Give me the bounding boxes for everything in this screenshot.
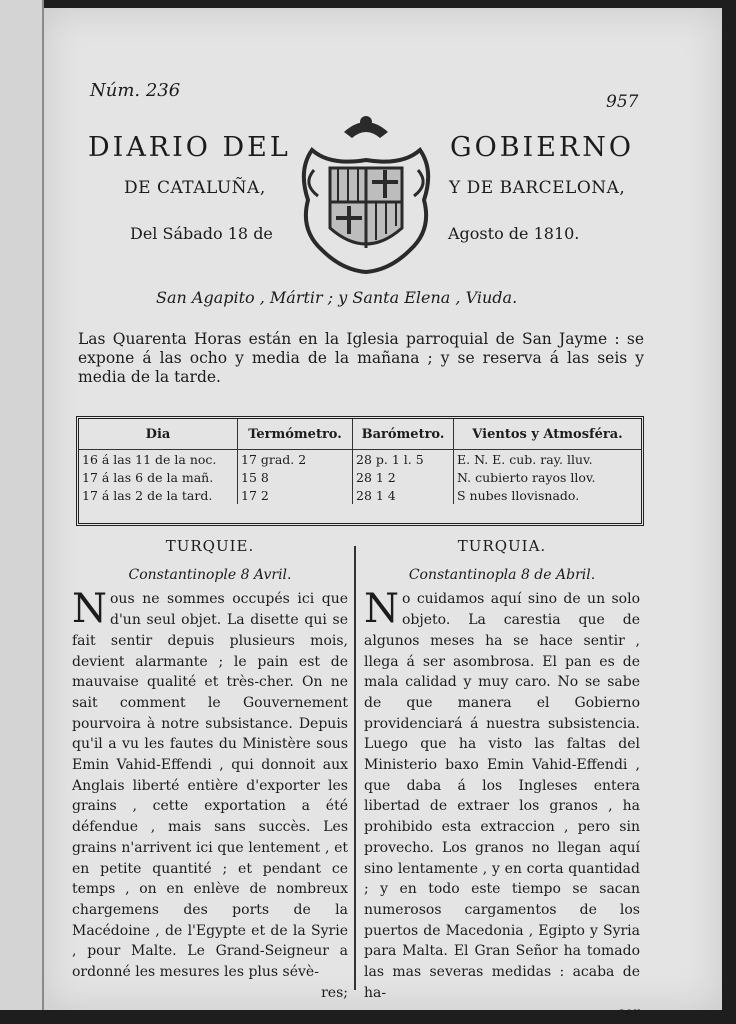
french-catchword: res; (321, 984, 348, 1001)
weather-row (79, 450, 641, 469)
masthead-subtitle-right: Y DE BARCELONA, (449, 178, 626, 198)
french-heading: TURQUIE. (165, 537, 255, 555)
french-drop-cap: N (72, 586, 107, 633)
weather-cell: 17 á las 2 de la tard. (79, 486, 238, 504)
weather-cell: 28 p. 1 l. 5 (353, 450, 454, 469)
weather-row (79, 486, 641, 504)
weather-cell: 15 8 (238, 468, 353, 486)
spanish-heading: TURQUIA. (457, 537, 547, 555)
weather-cell: E. N. E. cub. ray. lluv. (457, 451, 593, 467)
weather-header-barometer: Barómetro. (353, 419, 454, 450)
page-number: 957 (606, 92, 639, 112)
spanish-catchword: cer (617, 1005, 640, 1022)
weather-cell: 17 2 (238, 486, 353, 504)
french-dateline: Constantinople 8 Avril. (128, 566, 292, 583)
issue-number: Núm. 236 (90, 80, 181, 101)
weather-row (79, 468, 641, 486)
newspaper-page (44, 8, 722, 1022)
weather-cell: N. cubierto rayos llov. (457, 469, 596, 485)
date-line-right: Agosto de 1810. (448, 224, 580, 243)
masthead-title-left: DIARIO DEL (88, 132, 291, 163)
forty-hours-notice: Las Quarenta Horas están en la Iglesia parroquial de San Jayme : se expone á las ocho y media de la mañana ; y se reserva á las seis y media de la tarde. (78, 330, 644, 386)
date-line-left: Del Sábado 18 de (130, 224, 273, 243)
weather-header-day: Dia (79, 419, 238, 450)
weather-cell: 16 á las 11 de la noc. (79, 450, 238, 469)
weather-cell: S nubes llovisnado. (457, 487, 580, 503)
french-column (72, 536, 348, 1003)
column-divider (354, 546, 356, 990)
weather-header-winds: Vientos y Atmosféra. (454, 419, 642, 450)
spanish-column (364, 536, 640, 1024)
spanish-body: o cuidamos aquí sino de un solo objeto. La carestia que de algunos meses ha se hace sentir , llega á ser asombrosa. El pan es de mala calidad y muy caro. No se sabe de que manera el Gobierno providenciará á nuestra subsistencia. Luego que ha visto las faltas del Ministerio baxo Emin Vahid-Effendi , que daba á los Ingleses entera libertad de extraer los granos , ha prohibido esta extraccion , pero sin provecho. Los granos no llegan aquí sino lentamente , y en corta quantidad ; y en todo este tiempo se sacan numerosos cargamentos de los puertos de Macedonia , Egipto y Syria para Malta. El Gran Señor ha tomado las mas severas medidas : acaba de ha- (364, 591, 640, 1001)
weather-cell: 28 1 4 (353, 486, 454, 504)
weather-table (76, 416, 644, 526)
spanish-article (364, 586, 640, 1003)
french-article (72, 586, 348, 982)
weather-header-thermometer: Termómetro. (238, 419, 353, 450)
facing-page-edge (0, 0, 44, 1010)
french-body: ous ne sommes occupés ici que d'un seul objet. La disette qui se fait sentir depuis plusieurs mois, devient alarmante ; le pain est de mauvaise qualité et très-cher. On ne sait comment le Gouvernement pourvoira à notre subsistance. Depuis qu'il a vu les fautes du Ministère sous Emin Vahid-Effendi , qui donnoit aux Anglais liberté entière d'exporter les grains , cette exportation a été défendue , mais sans succès. Les grains n'arrivent ici que lentement , et en petite quantité ; et pendant ce temps , on en enlève de nombreux chargemens des ports de la Macédoine , de l'Egypte et de la Syrie , pour Malte. Le Grand-Seigneur a ordonné les mesures les plus sévè- (72, 591, 348, 981)
weather-cell: 17 á las 6 de la mañ. (79, 468, 238, 486)
weather-cell: 17 grad. 2 (238, 450, 353, 469)
weather-cell: 28 1 2 (353, 468, 454, 486)
spanish-dateline: Constantinopla 8 de Abril. (408, 566, 596, 583)
coat-of-arms-icon (292, 110, 440, 276)
spanish-drop-cap: N (364, 586, 399, 633)
masthead-title-right: GOBIERNO (450, 132, 635, 163)
saints-of-the-day: San Agapito , Mártir ; y Santa Elena , Viuda. (156, 288, 518, 307)
masthead-subtitle-left: DE CATALUÑA, (124, 178, 266, 198)
